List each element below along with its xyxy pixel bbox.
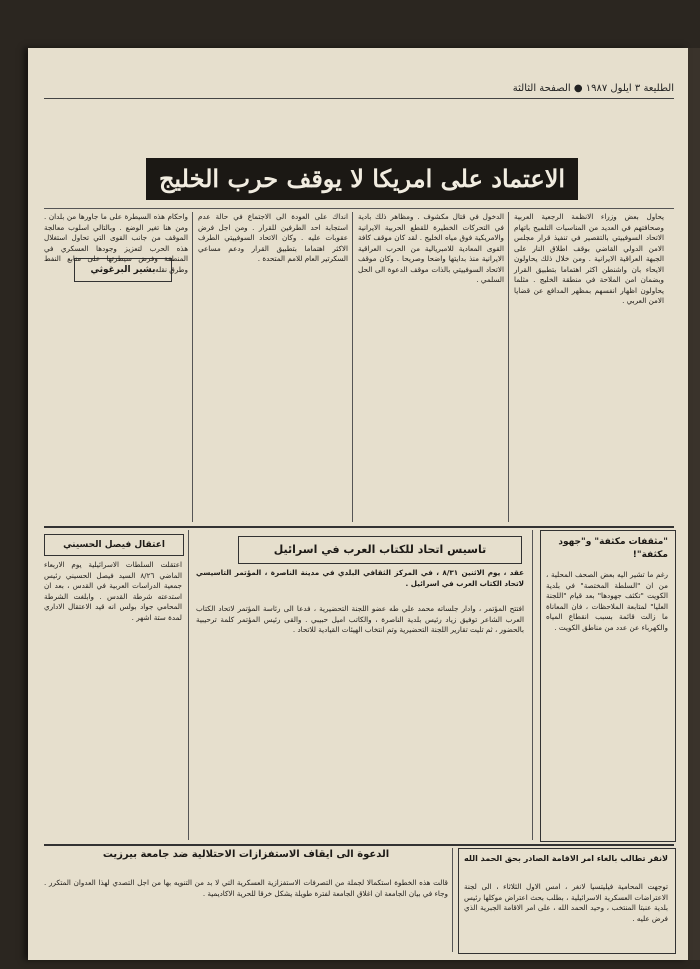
section-rule xyxy=(44,526,674,528)
main-article-title: الاعتماد على امريكا لا يوقف حرب الخليج xyxy=(146,158,578,200)
column-divider xyxy=(352,212,353,522)
column-divider xyxy=(192,212,193,522)
bottom-right-body: توجهت المحامية فيليتسيا لانغر ، امس الاول الثلاثاء ، الى لجنة الاعتراضات العسكرية الاسرائيلية ، بطلب بحث اعتراض موكلها رئيس بلدية عنبتا المنتخب ، وحيد الحمد الله ، على امر الاقامة الجبرية الذي فرض عليه . xyxy=(464,882,668,923)
byline-box: بشير البرغوثي xyxy=(74,258,172,282)
column-divider xyxy=(532,530,533,840)
left-column-body: اعتقلت السلطات الاسرائيلية يوم الاربعاء الماضي ٨/٢٦ السيد فيصل الحسيني رئيس جمعية الدراسات العربية في القدس ، بعد ان استدعته شرطة القدس . وابلغت الشرطة المحامي جواد بولس انه قيد الاعتقال الاداري لمدة ستة اشهر . xyxy=(44,560,182,622)
main-article-col2: الدخول في قتال مكشوف . ومظاهر ذلك بادية في التحركات الخطيرة للقطع الحربية الايرانية والامريكية فوق مياه الخليج . لقد كان موقف كافة القوى المعادية للامبريالية من الحرب العراقية الايرانية منذ بدايتها واضحا وصريحا . وكان موقف الاتحاد السوفييتي بالذات موقف الدعوة الى الحل السلمي . xyxy=(358,212,504,284)
newspaper-page xyxy=(28,48,688,960)
center-article-lead: عقد ، يوم الاثنين ٨/٣١ ، في المركز الثقافي البلدي في مدينة الناصرة ، المؤتمر التاسيسي لاتحاد الكتاب العرب في اسرائيل . xyxy=(196,568,524,588)
main-article-col1: يحاول بعض وزراء الانظمة الرجعية العربية وصحافتهم في العديد من المناسبات التلميح باتهام الاتحاد السوفييتي بالتقصير في تنفيذ قرار مجلس الامن الدولي القاضي بوقف اطلاق النار على الجبهة العراقية الايرانية . ومن خلال ذلك يحاولون الايحاء بان واشنطن اكثر اهتماما بتطبيق القرار وبضمان امن الملاحة في منطقة الخليج . مثلما يحاولون اظهار انفسهم بمظهر المدافع عن قضايا الامن العربي . xyxy=(514,212,664,305)
column-divider xyxy=(452,848,453,952)
right-box-title: "مثقفات مكثفة" و"جهود مكثفة"! xyxy=(558,537,668,560)
page-header: الطليعة ٣ ايلول ١٩٨٧ ● الصفحة الثالثة xyxy=(44,80,674,99)
column-divider xyxy=(188,530,189,840)
bottom-left-body: قالت هذه الخطوة استكمالا لجملة من التصرفات الاستفزازية العسكرية التي لا بد من التنويه بها من اجل التصدي لهذا العدوان المتكرر . وجاء في بيان الجامعة ان اغلاق الجامعة لفترة طويلة يشكل خرقا للحرية الاكاديمية . xyxy=(44,878,448,898)
left-column-title: اعتقال فيصل الحسيني xyxy=(44,534,184,556)
bottom-right-title: لانقر تطالب بالغاء امر الاقامة الصادر بحق الحمد الله xyxy=(464,854,668,863)
center-article-body: افتتح المؤتمر ، وادار جلساته محمد علي طه عضو اللجنة التحضيرية ، فدعا الى رئاسة المؤتمر لاتحاد الكتاب العرب الشاعر توفيق زياد رئيس بلدية الناصرة ، والكاتب اميل حبيبي . والقى رئيس المؤتمر كلمة ترحيبية بالحضور ، ثم تليت تقارير اللجنة التحضيرية وتم انتخاب الهيئات القيادية للاتحاد . xyxy=(196,604,524,634)
main-article-col3: انداك على العودة الى الاجتماع في حالة عدم استجابة احد الطرفين للقرار . ومن اجل فرض عقوبات عليه . وكان الاتحاد السوفييتي الطرف الاكثر اهتماما بتطبيق القرار ودعم مساعي السكرتير العام للامم المتحدة . xyxy=(198,212,348,263)
main-article-col4-top: واحكام هذه السيطرة على ما جاورها من بلدان . ومن هنا تغير الوضع . وبالتالي اسلوب معالجة الموقف من جانب القوى التي تحاول استغلال هذه الحرب لتعزيز وجودها العسكري في المنطقة وفرض سيطرتها على منابع النفط وطرق نقله . xyxy=(44,212,188,274)
page-edge xyxy=(688,48,700,960)
center-article-title: تاسيس اتحاد للكتاب العرب في اسرائيل xyxy=(238,536,522,564)
column-divider xyxy=(508,212,509,522)
title-rule xyxy=(44,208,674,209)
bottom-left-title: الدعوة الى ايقاف الاستفزازات الاحتلالية ضد جامعة بيرزيت xyxy=(102,849,390,860)
section-rule xyxy=(44,844,674,846)
right-box-body: رغم ما تشير اليه بعض الصحف المحلية ، من ان "السلطة المختصة" في بلدية الكويت "تكثف جهودها" بعد قيام "اللجنة العليا" لمتابعة الملاحظات ، فان المعاناة ما زالت قائمة بسبب انقطاع المياه والكهرباء عن عدد من مناطق الكويت . xyxy=(546,570,668,632)
